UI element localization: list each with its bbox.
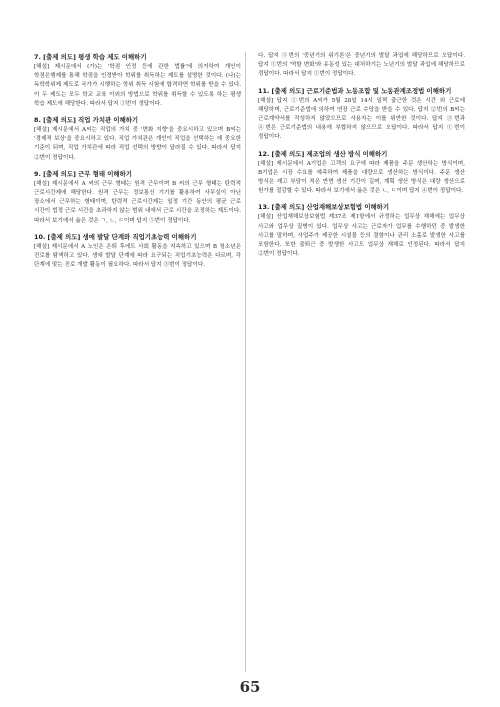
answer-section	[258, 86, 465, 143]
answer-section	[258, 202, 465, 259]
page-number: 65	[239, 678, 261, 696]
column-divider	[245, 52, 246, 672]
answer-section	[34, 232, 241, 271]
answer-section	[34, 52, 241, 109]
explanation-paragraph: [해설] 제시문에서 A씨는 직업의 가치 중 '변화 지향'을 중요시하고 있으며 B씨는 '경제적 보상'을 중요시하고 있다. 직업 가치관은 개인이 직업을 선택하는 데 중요한 기준이 되며, 직업 가치관에 따라 직업 선택의 방향이 달라질 수 있다. 따라서 답지 ②번이 정답이다.	[34, 127, 241, 161]
answer-section	[34, 169, 241, 226]
section-title: 13. [출제 의도] 산업재해보상보험법 이해하기	[258, 203, 390, 212]
explanation-paragraph: 다. 답지 ⑤번의 '중년기의 위기론'은 중년기의 발달 과업에 해당하므로 오답이다. 답지 ①번의 '역할 변화'와 유동성 있는 대처하기는 노년기의 발달 과업에 해당하므로 정답이다. 따라서 답지 ①번이 정답이다.	[258, 53, 465, 78]
section-title: 9. [출제 의도] 근무 형태 이해하기	[34, 169, 132, 178]
section-title: 8. [출제 의도] 직업 가치관 이해하기	[34, 116, 139, 125]
section-title: 10. [출제 의도] 생애 발달 단계와 직업기초능력 이해하기	[34, 232, 197, 241]
section-title: 11. [출제 의도] 근로기준법과 노동조합 및 노동관계조정법 이해하기	[258, 86, 452, 95]
section-title: 7. [출제 의도] 평생 학습 제도 이해하기	[34, 53, 147, 61]
answer-section	[258, 149, 465, 197]
section-title: 12. [출제 의도] 제조업의 생산 방식 이해하기	[258, 149, 388, 158]
explanation-paragraph: [해설] 제시문에서 A기업은 고객의 요구에 따라 제품을 주문 생산하는 방식이며, B기업은 시장 수요를 예측하여 제품을 대량으로 생산하는 방식이다. 주문 생산 방식은 재고 부담이 적은 반면 생산 기간이 길며, 계획 생산 방식은 대량 생산으로 원가를 절감할 수 있다. 따라서 보기에서 옳은 것은 ㄴ, ㄷ이며 답지 ④번이 정답이다.	[258, 160, 465, 195]
left-column	[34, 52, 241, 276]
explanation-paragraph: [해설] 제시문에서 (가)는 '학점 인정 등에 관한 법률'에 의거하여 개인이 학점은행제를 통해 학점을 인정받아 학위를 취득하는 제도를 설명한 것이다. (나)는 독학학위제 제도로 국가가 시행하는 학위 취득 시험에 합격하면 학위를 받을 수 있다. 이 두 제도는 모두 학교 교육 이외의 방법으로 학위를 취득할 수 있도록 하는 평생 학습 제도에 해당한다. 따라서 답지 ①번이 정답이다.	[34, 64, 241, 107]
explanation-paragraph: [해설] 산업재해보상보험법 제37조 제1항에서 규정하는 업무상 재해에는 업무상 사고와 업무상 질병이 있다. 업무상 사고는 근로자가 업무를 수행하던 중 발생한 사고를 말하며, 사업주가 제공한 시설물 등의 결함이나 관리 소홀로 발생한 사고를 포함한다. 또한 출퇴근 중 발생한 사고도 업무상 재해로 인정된다. 따라서 답지 ②번이 정답이다.	[258, 214, 465, 258]
answer-section	[34, 115, 241, 163]
explanation-paragraph: [해설] 제시문에서 A 씨의 근무 형태는 원격 근무이며 B 씨의 근무 형태는 탄력적 근로시간제에 해당한다. 원격 근무는 정보통신 기기를 활용하여 사무실이 아닌 장소에서 근무하는 형태이며, 탄력적 근로시간제는 일정 기간 동안의 평균 근로 시간이 법정 근로 시간을 초과하지 않는 범위 내에서 근로 시간을 조정하는 제도이다. 따라서 보기에서 옳은 것은 ㄱ, ㄴ, ㄷ이며 답지 ⑤번이 정답이다.	[34, 180, 241, 224]
explanation-paragraph: [해설] 제시문에서 A 노인은 은퇴 후에도 사회 활동을 지속하고 있으며 B 청소년은 진로를 탐색하고 있다. 생애 발달 단계에 따라 요구되는 직업기초능력은 다르며, 각 단계에 맞는 진로 개발 활동이 필요하다. 따라서 답지 ③번이 정답이다.	[34, 243, 241, 269]
explanation-paragraph: [해설] 답지 ①번의 A씨가 5월 28일 14시 일찍 출근한 것은 시간 외 근로에 해당하며, 근로기준법에 의하여 연장 근로 수당을 받을 수 있다. 답지 ②번의 B씨는 근로계약서를 작성하지 않았으므로 사용자는 이를 위반한 것이다. 답지 ③번과 ④번은 근로기준법의 내용에 부합하지 않으므로 오답이다. 따라서 답지 ①번이 정답이다.	[258, 97, 465, 141]
right-column	[258, 52, 465, 265]
answer-section	[258, 52, 465, 80]
